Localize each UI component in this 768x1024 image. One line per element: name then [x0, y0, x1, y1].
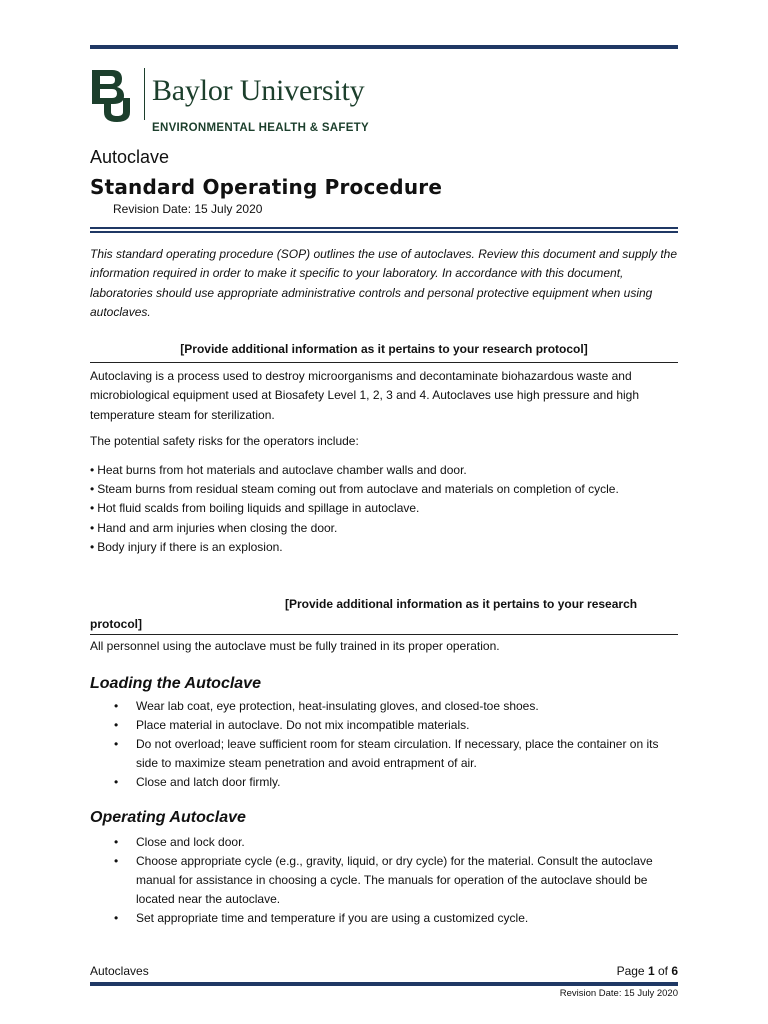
provide-info-note-2-cont: protocol]: [90, 617, 142, 631]
list-item: • Heat burns from hot materials and autoclave chamber walls and door.: [90, 461, 678, 480]
list-item: • Wear lab coat, eye protection, heat-insulating gloves, and closed-toe shoes.: [90, 697, 678, 716]
doc-title: Autoclave: [90, 147, 170, 167]
university-name: Baylor University: [152, 74, 365, 107]
list-item: • Set appropriate time and temperature if you are using a customized cycle.: [90, 909, 678, 928]
university-logo: [90, 66, 410, 136]
list-item: • Choose appropriate cycle (e.g., gravity, liquid, or dry cycle) for the material. Consult the autoclave manual for assistance in choosing a cycle. The manuals for operation of the autoclave should be located near the autoclave.: [90, 852, 678, 909]
list-item: • Hot fluid scalds from boiling liquids and spillage in autoclave.: [90, 499, 678, 518]
doc-subtitle: Standard Operating Procedure: [90, 175, 443, 199]
risks-intro: The potential safety risks for the operators include:: [90, 434, 359, 448]
list-item: • Do not overload; leave sufficient room for steam circulation. If necessary, place the container on its side to maximize steam penetration and avoid entrapment of air.: [90, 735, 678, 773]
footer-revision-date: Revision Date: 15 July 2020: [559, 988, 678, 999]
autoclaving-paragraph: Autoclaving is a process used to destroy microorganisms and decontaminate biohazardous waste and microbiological equipment used at Biosafety Level 1, 2, 3 and 4. Autoclaves use high pressure and high temperature steam for sterilization.: [90, 369, 640, 422]
revision-date: Revision Date: 15 July 2020: [113, 202, 263, 216]
intro-paragraph: This standard operating procedure (SOP) outlines the use of autoclaves. Review this document and supply the information required in order to make it specific to your laboratory. In accordance with this document, laboratories should use appropriate administrative controls and personal protective equipment when using autoclaves.: [90, 247, 677, 319]
section-rule: [90, 634, 678, 635]
list-item: • Close and lock door.: [90, 833, 678, 852]
loading-steps: [90, 697, 678, 792]
page-of: of: [654, 964, 672, 978]
list-item: • Close and latch door firmly.: [90, 773, 678, 792]
personnel-paragraph: All personnel using the autoclave must be fully trained in its proper operation.: [90, 639, 500, 653]
provide-info-note-2: [Provide additional information as it pertains to your research: [285, 597, 638, 611]
logo-divider: [144, 68, 145, 120]
header-top-rule: [90, 45, 678, 49]
title-double-rule: [90, 227, 678, 233]
page-prefix: Page: [616, 964, 648, 978]
bu-monogram-icon: [90, 68, 136, 122]
total-pages: 6: [671, 964, 678, 978]
section-rule: [90, 362, 678, 363]
list-item: • Body injury if there is an explosion.: [90, 538, 678, 557]
operating-heading: Operating Autoclave: [90, 809, 246, 826]
footer-rule: [90, 982, 678, 986]
page-number: [617, 964, 678, 978]
provide-info-note: [Provide additional information as it pertains to your research protocol]: [180, 342, 588, 356]
list-item: • Place material in autoclave. Do not mix incompatible materials.: [90, 716, 678, 735]
footer-doc-name: Autoclaves: [90, 964, 149, 978]
loading-heading: Loading the Autoclave: [90, 675, 261, 692]
department-name: ENVIRONMENTAL HEALTH & SAFETY: [152, 122, 369, 134]
current-page: 1: [647, 964, 655, 978]
risk-list: [90, 461, 678, 557]
list-item: • Steam burns from residual steam coming out from autoclave and materials on completion of cycle.: [90, 480, 678, 499]
list-item: • Hand and arm injuries when closing the door.: [90, 519, 678, 538]
operating-steps: [90, 833, 678, 928]
